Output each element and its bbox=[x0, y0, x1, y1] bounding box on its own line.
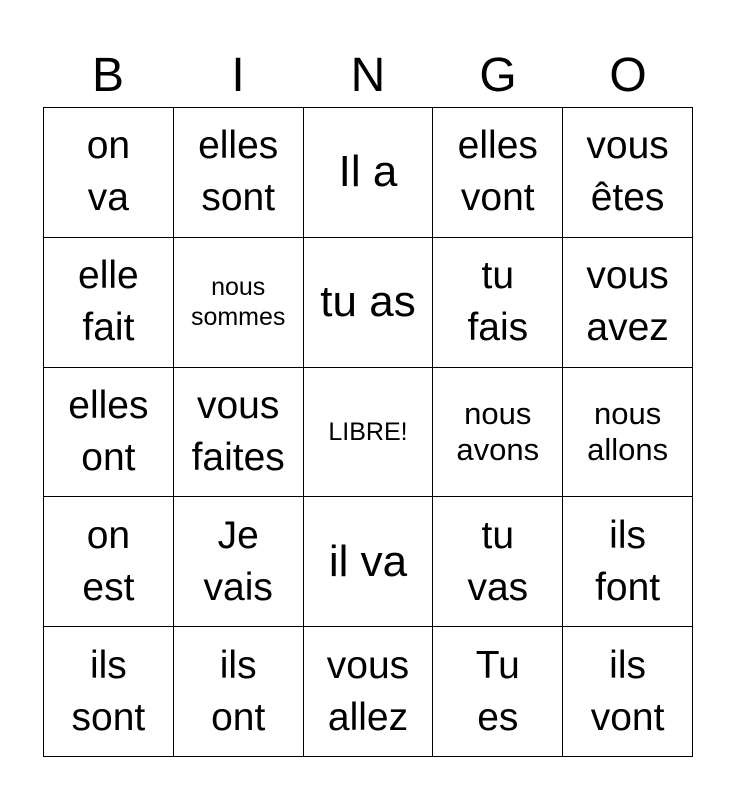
cell-text: on va bbox=[86, 124, 131, 220]
cell-text: tu fais bbox=[467, 254, 529, 350]
cell-text: il va bbox=[328, 536, 408, 586]
free-space-label: LIBRE! bbox=[328, 417, 408, 446]
bingo-cell[interactable] bbox=[44, 368, 174, 498]
bingo-cell[interactable] bbox=[433, 627, 563, 757]
cell-text: vous êtes bbox=[586, 124, 669, 220]
bingo-cell[interactable] bbox=[563, 238, 693, 368]
cell-text: elle fait bbox=[78, 254, 139, 350]
bingo-cell[interactable] bbox=[304, 627, 434, 757]
cell-text: vous avez bbox=[586, 254, 669, 350]
cell-text: vous allez bbox=[326, 643, 410, 739]
header-letter-o: O bbox=[609, 49, 647, 102]
bingo-cell[interactable] bbox=[174, 108, 304, 238]
cell-text: ils font bbox=[595, 513, 661, 609]
cell-text: ils vont bbox=[590, 643, 665, 739]
bingo-cell[interactable] bbox=[174, 497, 304, 627]
header-letter-b: B bbox=[91, 49, 124, 102]
cell-text: tu vas bbox=[467, 513, 529, 609]
bingo-cell[interactable] bbox=[174, 368, 304, 498]
bingo-cell[interactable] bbox=[563, 368, 693, 498]
header-letter-g: G bbox=[479, 49, 517, 102]
bingo-cell[interactable] bbox=[563, 108, 693, 238]
cell-text: on est bbox=[82, 513, 135, 609]
cell-text: Il a bbox=[338, 147, 398, 197]
bingo-cell[interactable] bbox=[563, 627, 693, 757]
cell-text: Je vais bbox=[203, 513, 273, 609]
bingo-cell[interactable] bbox=[563, 497, 693, 627]
cell-text: nous sommes bbox=[190, 273, 286, 332]
bingo-cell[interactable] bbox=[304, 238, 434, 368]
header-letter-i: I bbox=[231, 49, 245, 102]
free-space-cell[interactable] bbox=[304, 368, 434, 498]
bingo-cell[interactable] bbox=[44, 238, 174, 368]
bingo-cell[interactable] bbox=[44, 627, 174, 757]
bingo-header bbox=[43, 46, 693, 106]
bingo-cell[interactable] bbox=[304, 497, 434, 627]
bingo-cell[interactable] bbox=[433, 108, 563, 238]
header-letter-n: N bbox=[350, 49, 386, 102]
bingo-cell[interactable] bbox=[433, 238, 563, 368]
cell-text: elles vont bbox=[457, 124, 538, 220]
cell-text: elles ont bbox=[68, 383, 149, 479]
bingo-card-grid bbox=[43, 107, 693, 757]
cell-text: elles sont bbox=[198, 124, 279, 220]
cell-text: nous allons bbox=[587, 395, 669, 467]
bingo-cell[interactable] bbox=[174, 238, 304, 368]
cell-text: vous faites bbox=[191, 383, 285, 479]
bingo-cell[interactable] bbox=[304, 108, 434, 238]
cell-text: Tu es bbox=[475, 643, 520, 739]
bingo-cell[interactable] bbox=[44, 108, 174, 238]
bingo-cell[interactable] bbox=[433, 368, 563, 498]
bingo-cell[interactable] bbox=[44, 497, 174, 627]
cell-text: ils ont bbox=[211, 643, 266, 739]
cell-text: tu as bbox=[320, 277, 416, 327]
bingo-cell[interactable] bbox=[433, 497, 563, 627]
cell-text: nous avons bbox=[456, 395, 540, 467]
bingo-cell[interactable] bbox=[174, 627, 304, 757]
cell-text: ils sont bbox=[71, 643, 146, 739]
